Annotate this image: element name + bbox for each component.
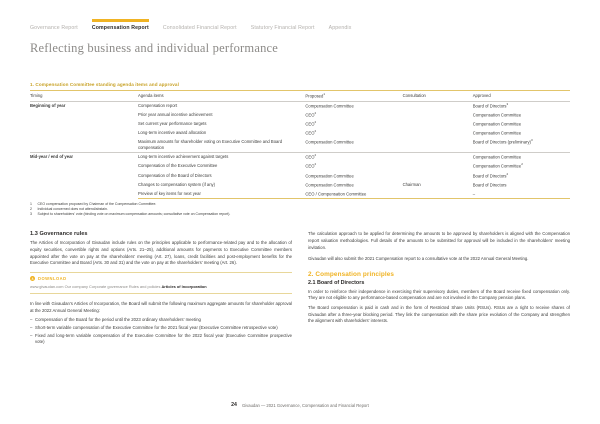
table-row	[30, 101, 570, 111]
column-header-proposed: Proposed$^1$	[305, 91, 402, 102]
list-item: – Fixed and long-term variable compensation of the Executive Committee for the 2022 fiscal year (Executive Committee prospective vote)	[30, 333, 292, 346]
table-footnotes	[30, 202, 570, 217]
paragraph-board-independence: In order to reinforce their independence in exercising their supervisory duties, members of the Board receive fixed compensation only. They are not eligible to any performance-based compensation and are not involved in the Company pension plans.	[308, 288, 570, 301]
nav-item-statutory-financial-report[interactable]: Statutory Financial Report	[250, 24, 315, 31]
cell-consultation	[403, 129, 473, 138]
heading-compensation-principles: 2. Compensation principles	[308, 270, 395, 278]
download-path-target[interactable]: Articles of Incorporation	[161, 283, 207, 289]
approval-bullet-list	[30, 317, 292, 346]
column-header-approved: Approved	[473, 91, 570, 102]
left-column	[30, 231, 292, 350]
cell-consultation	[403, 162, 473, 171]
nav-item-compensation-report[interactable]: Compensation Report	[92, 26, 149, 34]
cell-approved: Compensation Committee	[473, 152, 570, 162]
right-column	[308, 231, 570, 350]
cell-approved: Board of Directors (preliminary)$^3$	[472, 138, 533, 145]
footer-text: Givaudan — 2021 Governance, Compensation and Financial Report	[241, 402, 369, 408]
cell-consultation	[403, 111, 473, 120]
table-caption: 1. Compensation Committee standing agenda items and approval	[30, 82, 179, 87]
cell-agenda: Compensation of the Executive Committee	[138, 163, 218, 169]
table-header-row	[30, 91, 570, 102]
heading-governance-rules: 1.3 Governance rules	[30, 231, 88, 238]
agenda-table-block	[0, 56, 600, 217]
cell-proposed: CEO$^2$	[305, 129, 317, 136]
cell-consultation	[403, 101, 473, 111]
cell-agenda: Changes to compensation system (if any)	[138, 181, 216, 187]
nav-item-consolidated-financial-report[interactable]: Consolidated Financial Report	[162, 24, 237, 31]
footnote-number: 3	[30, 212, 32, 217]
row-group-timing-beginning: Beginning of year	[30, 103, 66, 109]
page-title: Reflecting business and individual performance	[30, 41, 279, 55]
paragraph-calculation-approach: The calculation approach to be applied for determining the amounts to be approved by shareholders is aligned with the Compensation report valuation methodologies. Full details of the amounts to be submitted for approval will be included in the shareholders' meeting invitation.	[308, 231, 570, 250]
footnote-text: Subject to shareholders' vote (binding vote on maximum compensation amounts; consultative vote on Compensation report).	[37, 212, 231, 217]
footnote-text: CEO compensation proposed by Chairman of the Compensation Committee.	[37, 202, 157, 207]
cell-approved: Compensation Committee	[472, 130, 522, 136]
cell-agenda: Long-term incentive award allocation	[138, 130, 207, 136]
cell-consultation: Chairman	[402, 181, 421, 187]
cell-approved: Board of Directors$^3$	[472, 102, 509, 109]
cell-approved: Compensation Committee	[472, 121, 522, 127]
cell-approved: Compensation Committee	[472, 112, 522, 118]
row-group-timing-midyear: Mid-year / end of year	[30, 152, 138, 198]
cell-consultation	[403, 171, 473, 180]
cell-approved: –	[473, 189, 570, 199]
cell-consultation	[403, 189, 473, 199]
heading-board-of-directors: 2.1 Board of Directors	[308, 280, 365, 287]
download-header[interactable]	[30, 276, 292, 281]
download-path-prefix: www.givaudan.com	[30, 283, 65, 289]
page-number: 24	[231, 402, 237, 408]
cell-agenda: Prior year annual incentive achievement	[138, 112, 213, 118]
cell-proposed: CEO$^2$	[305, 111, 317, 118]
download-path[interactable]	[30, 284, 292, 289]
column-header-agenda-items: Agenda items	[138, 91, 305, 102]
cell-agenda: Preview of key items for next year	[138, 189, 305, 199]
download-path-middle: Our company Corporate governance Rules and policies	[64, 283, 162, 289]
cell-agenda: Set current year performance targets	[138, 121, 207, 127]
download-icon	[30, 276, 35, 281]
paragraph-consultative-vote: Givaudan will also submit the 2021 Compensation report to a consultative vote at the 2022 Annual General Meeting.	[308, 256, 529, 262]
cell-proposed: Compensation Committee	[305, 103, 354, 109]
cell-agenda: Compensation of the Board of Directors	[138, 172, 212, 178]
cell-approved: Compensation Committee$^2$	[472, 162, 523, 169]
cell-agenda: Compensation report	[138, 103, 178, 109]
download-box[interactable]	[30, 272, 292, 294]
cell-approved: Board of Directors$^2$	[472, 171, 509, 178]
footnote-number: 1	[30, 202, 32, 207]
paragraph-governance-rules: The Articles of Incorporation of Givaudan include rules on the principles applicable to performance-related pay and to the allocation of equity securities, convertible rights and options (Arts. 21–25), additional amounts for payments to Executive Committee members appointed after the vote on pay at the shareholders' meeting (Art. 27), loans, credit facilities and post-employment benefits for the Executive Committee and Board (Arts. 30 and 31) and the vote on pay at the shareholders' meeting (Art. 26).	[30, 240, 292, 266]
cell-proposed: CEO / Compensation Committee	[305, 189, 402, 199]
list-item: – Compensation of the Board for the period until the 2023 ordinary shareholders' meeting	[30, 317, 292, 324]
cell-proposed: Compensation Committee	[305, 181, 354, 187]
paragraph-maximum-amounts: In line with Givaudan's Articles of Incorporation, the Board will submit the following maximum aggregate amounts for shareholder approval at the 2022 Annual General Meeting:	[30, 300, 292, 313]
nav-item-governance-report[interactable]: Governance Report	[30, 24, 78, 31]
download-label: DOWNLOAD	[38, 276, 67, 282]
nav-item-appendix[interactable]: Appendix	[328, 24, 352, 31]
paragraph-board-rsu: The Board compensation is paid in cash and in the form of Restricted Share Units (RSUs). RSUs are a right to receive shares of Givaudan after a three-year blocking period. They link the compensation with the share price evolution of the Company and strengthen the alignment with shareholders' interests.	[308, 305, 570, 324]
cell-agenda: Maximum amounts for shareholder voting on Executive Committee and Board compensation	[138, 139, 283, 150]
cell-proposed: CEO$^2$	[305, 162, 317, 169]
cell-proposed: Compensation Committee	[305, 139, 354, 145]
column-header-timing: Timing	[30, 91, 138, 102]
cell-agenda: Long-term incentive achievement against targets	[138, 152, 305, 162]
cell-consultation	[403, 152, 473, 162]
section-navigation[interactable]	[0, 0, 600, 34]
footnote-text: Individual concerned does not attend/abstain.	[37, 207, 108, 212]
cell-proposed: CEO$^2$	[305, 152, 402, 162]
cell-approved: Board of Directors	[472, 181, 507, 187]
cell-proposed: CEO$^2$	[305, 120, 317, 127]
cell-proposed: Compensation Committee	[305, 172, 354, 178]
page-footer	[0, 402, 600, 408]
agenda-table	[30, 90, 570, 199]
footnote-number: 2	[30, 207, 32, 212]
cell-consultation	[403, 138, 473, 153]
list-item: – Short-term variable compensation of the Executive Committee for the 2021 fiscal year (Executive Committee retrospective vote)	[30, 325, 292, 332]
body-columns	[0, 217, 600, 350]
cell-consultation	[403, 120, 473, 129]
table-row	[30, 152, 570, 162]
column-header-consultation: Consultation	[403, 91, 473, 102]
